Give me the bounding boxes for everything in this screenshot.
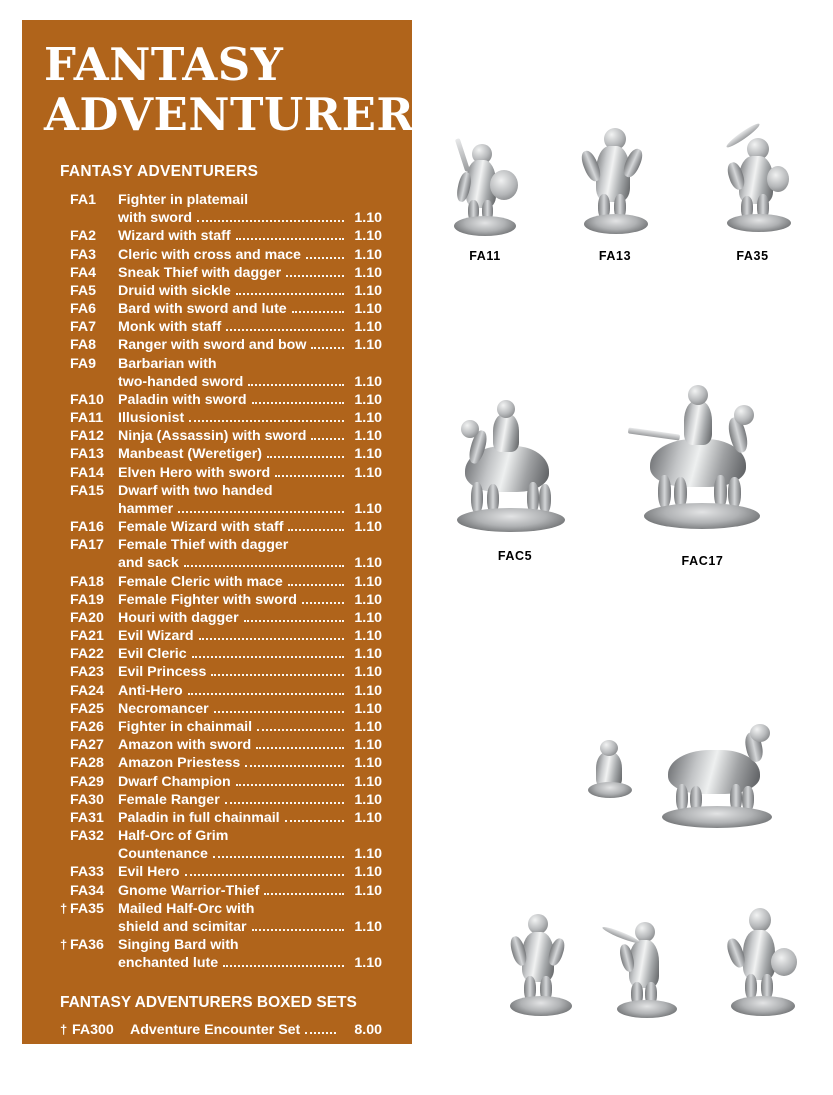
item-name: Cleric with cross and mace: [118, 246, 301, 263]
figure-label-fac17: FAC17: [681, 554, 724, 568]
item-name: Druid with sickle: [118, 282, 231, 299]
item-name-wrap: [118, 191, 348, 209]
leader-dots: [288, 583, 344, 586]
leader-dots: [236, 237, 344, 240]
price-list-row: [60, 536, 382, 554]
item-name-wrap: [118, 591, 348, 609]
item-price: 1.10: [354, 864, 382, 881]
price-list-row: [60, 591, 382, 609]
item-name-wrap: [118, 409, 348, 427]
footnote-line-1: Represents a new release coming in 1984.: [72, 1059, 345, 1075]
new-release-dagger-icon: †: [60, 937, 68, 953]
miniature-fac17-image: [610, 375, 795, 550]
leader-dots: [292, 310, 344, 313]
leader-dots: [286, 274, 344, 277]
price-list-row: [60, 409, 382, 427]
leader-dots: [192, 655, 344, 658]
price-list-row: [60, 827, 382, 845]
item-name: Half-Orc of Grim: [118, 828, 229, 845]
item-price: 1.10: [354, 609, 382, 626]
item-name-wrap: [118, 391, 348, 409]
item-code: FA12: [70, 428, 104, 445]
item-name: Necromancer: [118, 700, 209, 717]
item-name-continued: two-handed sword: [118, 373, 244, 390]
item-name-wrap: [118, 209, 348, 227]
item-code: FA17: [70, 537, 104, 554]
item-name-wrap: [118, 882, 348, 900]
item-code: FA16: [70, 519, 104, 536]
item-name: Barbarian with: [118, 355, 217, 372]
item-name: Bard with sword and lute: [118, 301, 287, 318]
item-code: FA14: [70, 464, 104, 481]
price-list-row-continuation: [60, 918, 382, 936]
item-name-wrap: [118, 754, 348, 772]
price-list-row: [60, 246, 382, 264]
item-name-wrap: [118, 227, 348, 245]
item-name: Evil Wizard: [118, 628, 194, 645]
miniature-bottom-right-image: [705, 900, 815, 1030]
leader-dots: [267, 455, 344, 458]
leader-dots: [222, 367, 344, 368]
item-price: 1.10: [354, 428, 382, 445]
item-name-wrap: [118, 809, 348, 827]
figures-photo-area: [420, 20, 820, 1044]
item-name: Female Fighter with sword: [118, 591, 297, 608]
price-list-row: [60, 464, 382, 482]
item-price: 1.10: [354, 301, 382, 318]
price-list-row: [60, 791, 382, 809]
item-price: 1.10: [354, 264, 382, 281]
leader-dots: [223, 964, 344, 967]
item-name-wrap: [118, 536, 348, 554]
item-name-wrap: [118, 845, 348, 863]
leader-dots: [253, 203, 344, 204]
item-name: Gnome Warrior-Thief: [118, 882, 260, 899]
item-code: FA33: [70, 864, 104, 881]
price-list-row-continuation: [60, 500, 382, 518]
item-price: 1.10: [354, 210, 382, 227]
item-name-wrap: [118, 482, 348, 500]
item-name: Illusionist: [118, 410, 185, 427]
item-code: FA27: [70, 737, 104, 754]
item-code: FA31: [70, 809, 104, 826]
item-price: 1.10: [354, 319, 382, 336]
item-name: Female Wizard with staff: [118, 519, 284, 536]
leader-dots: [285, 819, 344, 822]
figure-label-fa11: FA11: [469, 249, 501, 263]
item-name: Evil Hero: [118, 864, 180, 881]
miniature-fa11-image: [430, 130, 540, 245]
item-name-continued: enchanted lute: [118, 955, 219, 972]
item-name-continued: with sword: [118, 210, 193, 227]
item-name-wrap: [118, 336, 348, 354]
leader-dots: [188, 692, 344, 695]
item-price: 1.10: [354, 500, 382, 517]
boxed-sets-heading: FANTASY ADVENTURERS BOXED SETS: [60, 994, 357, 1012]
item-name-continued: Countenance: [118, 846, 208, 863]
leader-dots: [245, 764, 344, 767]
item-price: 1.10: [354, 410, 382, 427]
item-name-wrap: [118, 682, 348, 700]
leader-dots: [305, 1031, 336, 1034]
item-name: Paladin with sword: [118, 391, 247, 408]
leader-dots: [244, 619, 344, 622]
figure-fac5: [435, 390, 595, 563]
leader-dots: [248, 383, 344, 386]
item-name-wrap: [118, 246, 348, 264]
page-title-line-1: FANTASY: [44, 38, 284, 91]
item-name-wrap: [118, 282, 348, 300]
item-name-continued: and sack: [118, 555, 179, 572]
item-name-wrap: [118, 627, 348, 645]
price-list-row: [60, 300, 382, 318]
item-price: 1.10: [354, 464, 382, 481]
item-name-wrap: [118, 863, 348, 881]
price-list-row: [60, 645, 382, 663]
item-code: FA21: [70, 628, 104, 645]
item-name-wrap: [118, 827, 348, 845]
leader-dots: [225, 801, 344, 804]
item-name-wrap: [118, 355, 348, 373]
item-price: 1.10: [354, 282, 382, 299]
miniature-pack-mule-image: [580, 720, 810, 835]
boxed-set-name: Adventure Encounter Set: [130, 1022, 301, 1039]
boxed-set-code: FA300: [72, 1022, 114, 1039]
price-list-row: [60, 682, 382, 700]
price-list-row: [60, 882, 382, 900]
item-price: 1.10: [354, 337, 382, 354]
item-code: FA1: [70, 192, 97, 208]
item-name-wrap: [118, 900, 348, 918]
item-code: FA32: [70, 828, 104, 845]
item-name-wrap: [118, 445, 348, 463]
price-list-row: [60, 663, 382, 681]
item-code: FA25: [70, 700, 104, 717]
item-name-wrap: [118, 918, 348, 936]
item-name-wrap: [118, 645, 348, 663]
item-name-wrap: [118, 773, 348, 791]
price-list-row: [60, 264, 382, 282]
item-price: 1.10: [354, 555, 382, 572]
item-name-wrap: [118, 518, 348, 536]
item-name-wrap: [118, 373, 348, 391]
price-list-row: [60, 391, 382, 409]
item-code: FA4: [70, 264, 97, 281]
figure-pack-mule-group: [580, 720, 810, 835]
figure-label-fa35: FA35: [736, 249, 769, 263]
miniature-fa35-image: [695, 120, 810, 245]
leader-dots: [275, 474, 344, 477]
price-list-row-continuation: [60, 554, 382, 572]
item-code: FA28: [70, 755, 104, 772]
item-price: 1.10: [354, 246, 382, 263]
leader-dots: [189, 419, 344, 422]
leader-dots: [199, 637, 344, 640]
item-price: 1.10: [354, 228, 382, 245]
item-code: FA23: [70, 664, 104, 681]
item-price: 1.10: [354, 573, 382, 590]
boxed-set-name-wrap: [130, 1022, 340, 1038]
price-list: [60, 191, 382, 972]
item-code: FA34: [70, 882, 104, 899]
item-code: FA7: [70, 319, 97, 336]
item-code: FA3: [70, 246, 97, 263]
item-code: FA22: [70, 646, 104, 663]
item-name-wrap: [118, 318, 348, 336]
item-price: 1.10: [354, 791, 382, 808]
leader-dots: [311, 437, 344, 440]
leader-dots: [264, 892, 344, 895]
item-name-wrap: [118, 718, 348, 736]
price-list-row: [60, 700, 382, 718]
leader-dots: [256, 746, 344, 749]
leader-dots: [214, 710, 344, 713]
leader-dots: [252, 928, 344, 931]
figure-fac17: [610, 375, 795, 568]
item-name-continued: hammer: [118, 500, 174, 517]
item-price: 1.10: [354, 591, 382, 608]
item-name: Ranger with sword and bow: [118, 337, 307, 354]
item-price: 1.10: [354, 700, 382, 717]
item-price: 1.10: [354, 755, 382, 772]
price-list-row: [60, 336, 382, 354]
figure-fa35: [695, 120, 810, 263]
section-heading: FANTASY ADVENTURERS: [60, 163, 259, 180]
footnote-dagger-icon: †: [60, 1059, 68, 1075]
item-name: Female Thief with dagger: [118, 537, 289, 554]
item-name: Female Cleric with mace: [118, 573, 283, 590]
item-code: FA24: [70, 682, 104, 699]
item-name: Female Ranger: [118, 791, 220, 808]
item-price: 1.10: [354, 718, 382, 735]
price-list-row: [60, 718, 382, 736]
item-price: 1.10: [354, 519, 382, 536]
item-code: FA18: [70, 573, 104, 590]
leader-dots: [293, 548, 344, 549]
item-code: FA5: [70, 282, 97, 299]
item-name: Wizard with staff: [118, 228, 231, 245]
price-list-row: [60, 518, 382, 536]
item-name: Anti-Hero: [118, 682, 183, 699]
item-price: 1.10: [354, 664, 382, 681]
item-name: Paladin in full chainmail: [118, 809, 280, 826]
price-list-row: [60, 573, 382, 591]
catalog-panel: [22, 20, 448, 1093]
item-name-wrap: [118, 609, 348, 627]
item-price: 1.10: [354, 646, 382, 663]
price-list-row-continuation: [60, 373, 382, 391]
item-name: Dwarf Champion: [118, 773, 231, 790]
item-name-wrap: [118, 300, 348, 318]
page-title: [22, 20, 448, 141]
price-list-row: [60, 609, 382, 627]
item-code: FA6: [70, 301, 97, 318]
item-price: 1.10: [354, 882, 382, 899]
item-price: 1.10: [354, 446, 382, 463]
price-list-row: [60, 427, 382, 445]
price-list-row: [60, 936, 382, 954]
item-name-wrap: [118, 736, 348, 754]
item-name: Amazon Priestess: [118, 755, 241, 772]
item-name: Evil Princess: [118, 664, 207, 681]
item-name-wrap: [118, 700, 348, 718]
leader-dots: [185, 873, 344, 876]
new-release-dagger-icon: †: [60, 1022, 68, 1038]
item-code: FA26: [70, 718, 104, 735]
price-list-row-continuation: [60, 209, 382, 227]
item-name-wrap: [118, 500, 348, 518]
leader-dots: [259, 912, 344, 913]
item-name-wrap: [118, 954, 348, 972]
item-name: Fighter in platemail: [118, 192, 249, 208]
item-name: Amazon with sword: [118, 737, 252, 754]
item-price: 1.10: [354, 373, 382, 390]
price-list-row: [60, 900, 382, 918]
item-name-continued: shield and scimitar: [118, 918, 247, 935]
miniature-bottom-left-image: [490, 900, 590, 1025]
item-name: Sneak Thief with dagger: [118, 264, 282, 281]
item-code: FA13: [70, 446, 104, 463]
leader-dots: [252, 401, 345, 404]
leader-dots: [236, 783, 344, 786]
boxed-sets-list: [60, 1022, 382, 1038]
item-name: Dwarf with two handed: [118, 482, 273, 499]
leader-dots: [277, 494, 344, 495]
item-price: 1.10: [354, 737, 382, 754]
new-release-dagger-icon: †: [60, 900, 68, 916]
item-name-wrap: [118, 554, 348, 572]
figure-bottom-center: [595, 910, 695, 1030]
item-name-wrap: [118, 427, 348, 445]
price-list-row: [60, 754, 382, 772]
item-name: Singing Bard with: [118, 937, 239, 954]
leader-dots: [288, 528, 344, 531]
item-price: 1.10: [354, 955, 382, 972]
item-code: FA9: [70, 355, 97, 372]
item-name: Evil Cleric: [118, 646, 187, 663]
item-price: 1.10: [354, 628, 382, 645]
item-name: Fighter in chainmail: [118, 718, 253, 735]
item-price: 1.10: [354, 918, 382, 935]
item-code: FA8: [70, 337, 97, 354]
item-code: FA10: [70, 391, 104, 408]
item-name: Mailed Half-Orc with: [118, 900, 255, 917]
item-price: 1.10: [354, 809, 382, 826]
leader-dots: [302, 601, 344, 604]
item-name: Ninja (Assassin) with sword: [118, 428, 307, 445]
footnote: [60, 1058, 390, 1095]
item-name: Manbeast (Weretiger): [118, 446, 263, 463]
leader-dots: [233, 839, 344, 840]
item-price: 1.10: [354, 682, 382, 699]
leader-dots: [226, 328, 344, 331]
item-code: FA11: [70, 410, 104, 427]
item-code: FA29: [70, 773, 104, 790]
item-code: FA36: [70, 937, 104, 954]
price-list-row: [60, 282, 382, 300]
figure-fa11: [430, 130, 540, 263]
footnote-line-2: Some figures may require assembly.: [60, 1077, 296, 1093]
figure-label-fac5: FAC5: [497, 549, 533, 563]
price-list-row: [60, 627, 382, 645]
figure-label-fa13: FA13: [598, 249, 632, 263]
figure-bottom-right: [705, 900, 815, 1030]
leader-dots: [211, 673, 344, 676]
leader-dots: [257, 728, 344, 731]
item-code: FA15: [70, 482, 104, 499]
item-name-wrap: [118, 573, 348, 591]
leader-dots: [306, 256, 344, 259]
price-list-row: [60, 227, 382, 245]
item-name-wrap: [118, 663, 348, 681]
price-list-row: [60, 318, 382, 336]
item-code: FA20: [70, 609, 104, 626]
price-list-row: [60, 445, 382, 463]
item-name-wrap: [118, 936, 348, 954]
leader-dots: [244, 948, 344, 949]
price-list-row: [60, 863, 382, 881]
price-list-row: [60, 773, 382, 791]
leader-dots: [197, 219, 344, 222]
page-title-line-2: ADVENTURERS: [44, 88, 448, 141]
miniature-bottom-center-image: [595, 910, 695, 1030]
price-list-row: [60, 736, 382, 754]
item-code: FA35: [70, 900, 104, 917]
figure-fa13: [560, 120, 670, 263]
boxed-set-price: 8.00: [354, 1022, 382, 1039]
price-list-row: [60, 809, 382, 827]
price-list-row: [60, 482, 382, 500]
price-list-row: [60, 191, 382, 209]
item-name: Elven Hero with sword: [118, 464, 271, 481]
price-list-row: [60, 355, 382, 373]
figure-bottom-left: [490, 900, 590, 1025]
price-list-row-continuation: [60, 954, 382, 972]
leader-dots: [184, 564, 344, 567]
item-code: FA2: [70, 228, 97, 245]
item-name: Houri with dagger: [118, 609, 239, 626]
miniature-fa13-image: [560, 120, 670, 245]
leader-dots: [311, 346, 344, 349]
item-name-wrap: [118, 264, 348, 282]
miniature-fac5-image: [435, 390, 595, 545]
item-code: FA30: [70, 791, 104, 808]
item-name-wrap: [118, 791, 348, 809]
leader-dots: [213, 855, 344, 858]
item-price: 1.10: [354, 391, 382, 408]
item-name: Monk with staff: [118, 319, 222, 336]
boxed-set-row: [60, 1022, 382, 1038]
leader-dots: [236, 292, 344, 295]
leader-dots: [178, 510, 344, 513]
item-name-wrap: [118, 464, 348, 482]
item-price: 1.10: [354, 773, 382, 790]
item-code: FA19: [70, 591, 104, 608]
item-price: 1.10: [354, 846, 382, 863]
price-list-row-continuation: [60, 845, 382, 863]
